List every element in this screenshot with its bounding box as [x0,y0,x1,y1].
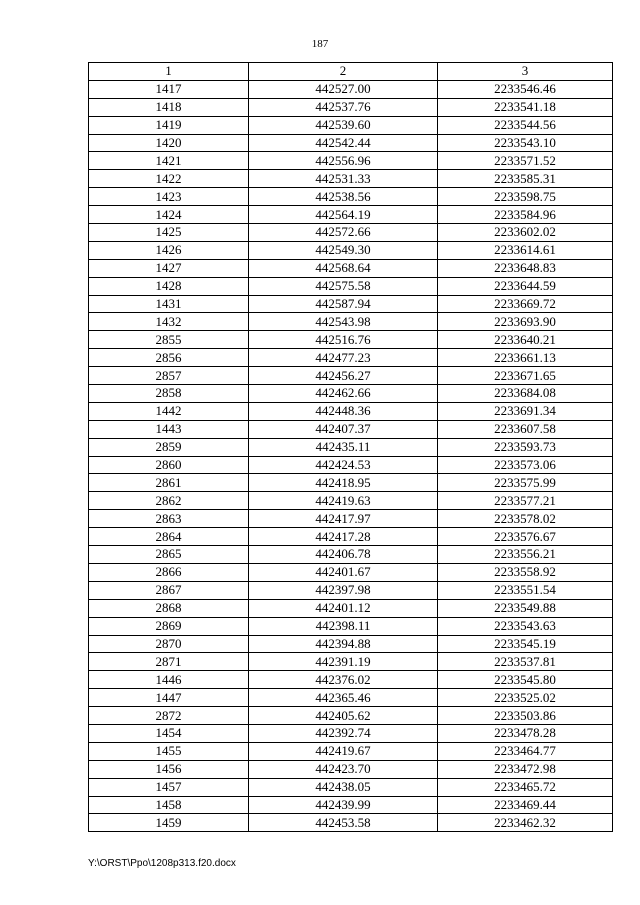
point-number-cell: 1459 [89,814,249,832]
point-number-cell: 2862 [89,492,249,510]
x-coordinate-cell: 442543.98 [249,313,438,331]
table-row [89,724,613,742]
page-number: 187 [311,38,329,50]
x-coordinate-cell: 442394.88 [249,635,438,653]
table-row [89,546,613,564]
table-row [89,689,613,707]
table-row [89,367,613,385]
table-row [89,617,613,635]
y-coordinate-cell: 2233669.72 [438,295,613,313]
table-row [89,510,613,528]
point-number-cell: 1446 [89,671,249,689]
x-coordinate-cell: 442398.11 [249,617,438,635]
y-coordinate-cell: 2233549.88 [438,599,613,617]
x-coordinate-cell: 442568.64 [249,259,438,277]
point-number-cell: 1454 [89,724,249,742]
point-number-cell: 1426 [89,241,249,259]
y-coordinate-cell: 2233462.32 [438,814,613,832]
x-coordinate-cell: 442405.62 [249,707,438,725]
table-row [89,170,613,188]
y-coordinate-cell: 2233576.67 [438,528,613,546]
y-coordinate-cell: 2233545.80 [438,671,613,689]
y-coordinate-cell: 2233503.86 [438,707,613,725]
x-coordinate-cell: 442556.96 [249,152,438,170]
x-coordinate-cell: 442418.95 [249,474,438,492]
point-number-cell: 1447 [89,689,249,707]
x-coordinate-cell: 442538.56 [249,188,438,206]
table-row [89,259,613,277]
table-row [89,349,613,367]
y-coordinate-cell: 2233541.18 [438,98,613,116]
point-number-cell: 1431 [89,295,249,313]
x-coordinate-cell: 442527.00 [249,80,438,98]
x-coordinate-cell: 442391.19 [249,653,438,671]
y-coordinate-cell: 2233465.72 [438,778,613,796]
table-row [89,420,613,438]
point-number-cell: 1420 [89,134,249,152]
point-number-cell: 2860 [89,456,249,474]
table-row [89,581,613,599]
x-coordinate-cell: 442406.78 [249,546,438,564]
table-row [89,456,613,474]
table-header-row [89,63,613,81]
x-coordinate-cell: 442419.63 [249,492,438,510]
x-coordinate-cell: 442572.66 [249,224,438,242]
x-coordinate-cell: 442419.67 [249,742,438,760]
y-coordinate-cell: 2233577.21 [438,492,613,510]
point-number-cell: 1422 [89,170,249,188]
y-coordinate-cell: 2233607.58 [438,420,613,438]
y-coordinate-cell: 2233593.73 [438,438,613,456]
point-number-cell: 2861 [89,474,249,492]
y-coordinate-cell: 2233546.46 [438,80,613,98]
y-coordinate-cell: 2233544.56 [438,116,613,134]
point-number-cell: 1428 [89,277,249,295]
x-coordinate-cell: 442453.58 [249,814,438,832]
y-coordinate-cell: 2233578.02 [438,510,613,528]
x-coordinate-cell: 442448.36 [249,402,438,420]
x-coordinate-cell: 442376.02 [249,671,438,689]
table-row [89,188,613,206]
table-row [89,474,613,492]
y-coordinate-cell: 2233598.75 [438,188,613,206]
point-number-cell: 2869 [89,617,249,635]
x-coordinate-cell: 442401.67 [249,563,438,581]
y-coordinate-cell: 2233469.44 [438,796,613,814]
x-coordinate-cell: 442456.27 [249,367,438,385]
x-coordinate-cell: 442462.66 [249,385,438,403]
point-number-cell: 1421 [89,152,249,170]
y-coordinate-cell: 2233571.52 [438,152,613,170]
point-number-cell: 1457 [89,778,249,796]
point-number-cell: 1443 [89,420,249,438]
x-coordinate-cell: 442539.60 [249,116,438,134]
x-coordinate-cell: 442516.76 [249,331,438,349]
point-number-cell: 2867 [89,581,249,599]
y-coordinate-cell: 2233585.31 [438,170,613,188]
point-number-cell: 2864 [89,528,249,546]
x-coordinate-cell: 442575.58 [249,277,438,295]
y-coordinate-cell: 2233478.28 [438,724,613,742]
point-number-cell: 2865 [89,546,249,564]
table-row [89,402,613,420]
table-row [89,760,613,778]
table-row [89,653,613,671]
x-coordinate-cell: 442417.28 [249,528,438,546]
point-number-cell: 1417 [89,80,249,98]
point-number-cell: 2871 [89,653,249,671]
x-coordinate-cell: 442438.05 [249,778,438,796]
table-row [89,331,613,349]
table-row [89,635,613,653]
table-row [89,152,613,170]
x-coordinate-cell: 442401.12 [249,599,438,617]
table-row [89,563,613,581]
column-header-1: 1 [89,63,249,81]
y-coordinate-cell: 2233543.10 [438,134,613,152]
y-coordinate-cell: 2233537.81 [438,653,613,671]
point-number-cell: 2870 [89,635,249,653]
point-number-cell: 2868 [89,599,249,617]
x-coordinate-cell: 442435.11 [249,438,438,456]
point-number-cell: 1419 [89,116,249,134]
y-coordinate-cell: 2233558.92 [438,563,613,581]
y-coordinate-cell: 2233648.83 [438,259,613,277]
y-coordinate-cell: 2233671.65 [438,367,613,385]
y-coordinate-cell: 2233640.21 [438,331,613,349]
y-coordinate-cell: 2233525.02 [438,689,613,707]
point-number-cell: 1427 [89,259,249,277]
point-number-cell: 1442 [89,402,249,420]
table-row [89,80,613,98]
table-row [89,778,613,796]
y-coordinate-cell: 2233575.99 [438,474,613,492]
y-coordinate-cell: 2233614.61 [438,241,613,259]
y-coordinate-cell: 2233573.06 [438,456,613,474]
point-number-cell: 2856 [89,349,249,367]
x-coordinate-cell: 442423.70 [249,760,438,778]
y-coordinate-cell: 2233691.34 [438,402,613,420]
table-row [89,671,613,689]
y-coordinate-cell: 2233602.02 [438,224,613,242]
point-number-cell: 1458 [89,796,249,814]
y-coordinate-cell: 2233551.54 [438,581,613,599]
x-coordinate-cell: 442542.44 [249,134,438,152]
table-row [89,796,613,814]
y-coordinate-cell: 2233584.96 [438,206,613,224]
x-coordinate-cell: 442537.76 [249,98,438,116]
point-number-cell: 1423 [89,188,249,206]
table-row [89,134,613,152]
table-row [89,313,613,331]
y-coordinate-cell: 2233693.90 [438,313,613,331]
point-number-cell: 2855 [89,331,249,349]
table-row [89,385,613,403]
coordinates-table [88,62,613,832]
y-coordinate-cell: 2233472.98 [438,760,613,778]
x-coordinate-cell: 442407.37 [249,420,438,438]
y-coordinate-cell: 2233464.77 [438,742,613,760]
y-coordinate-cell: 2233543.63 [438,617,613,635]
x-coordinate-cell: 442549.30 [249,241,438,259]
table-row [89,528,613,546]
point-number-cell: 2859 [89,438,249,456]
y-coordinate-cell: 2233644.59 [438,277,613,295]
x-coordinate-cell: 442439.99 [249,796,438,814]
x-coordinate-cell: 442477.23 [249,349,438,367]
point-number-cell: 2872 [89,707,249,725]
y-coordinate-cell: 2233556.21 [438,546,613,564]
table-row [89,295,613,313]
point-number-cell: 1425 [89,224,249,242]
column-header-3: 3 [438,63,613,81]
y-coordinate-cell: 2233684.08 [438,385,613,403]
point-number-cell: 1424 [89,206,249,224]
y-coordinate-cell: 2233545.19 [438,635,613,653]
point-number-cell: 2863 [89,510,249,528]
table-row [89,98,613,116]
table-row [89,814,613,832]
point-number-cell: 2857 [89,367,249,385]
table-row [89,438,613,456]
point-number-cell: 2858 [89,385,249,403]
x-coordinate-cell: 442587.94 [249,295,438,313]
point-number-cell: 1455 [89,742,249,760]
table-row [89,277,613,295]
x-coordinate-cell: 442397.98 [249,581,438,599]
column-header-2: 2 [249,63,438,81]
point-number-cell: 1432 [89,313,249,331]
point-number-cell: 1456 [89,760,249,778]
point-number-cell: 1418 [89,98,249,116]
x-coordinate-cell: 442365.46 [249,689,438,707]
table-row [89,707,613,725]
x-coordinate-cell: 442424.53 [249,456,438,474]
footer-file-path: Y:\ORST\Ppo\1208p313.f20.docx [88,858,236,869]
table-row [89,492,613,510]
table-row [89,116,613,134]
table-row [89,241,613,259]
table-row [89,742,613,760]
y-coordinate-cell: 2233661.13 [438,349,613,367]
table-row [89,206,613,224]
table-row [89,599,613,617]
x-coordinate-cell: 442417.97 [249,510,438,528]
table-row [89,224,613,242]
point-number-cell: 2866 [89,563,249,581]
x-coordinate-cell: 442531.33 [249,170,438,188]
x-coordinate-cell: 442564.19 [249,206,438,224]
x-coordinate-cell: 442392.74 [249,724,438,742]
